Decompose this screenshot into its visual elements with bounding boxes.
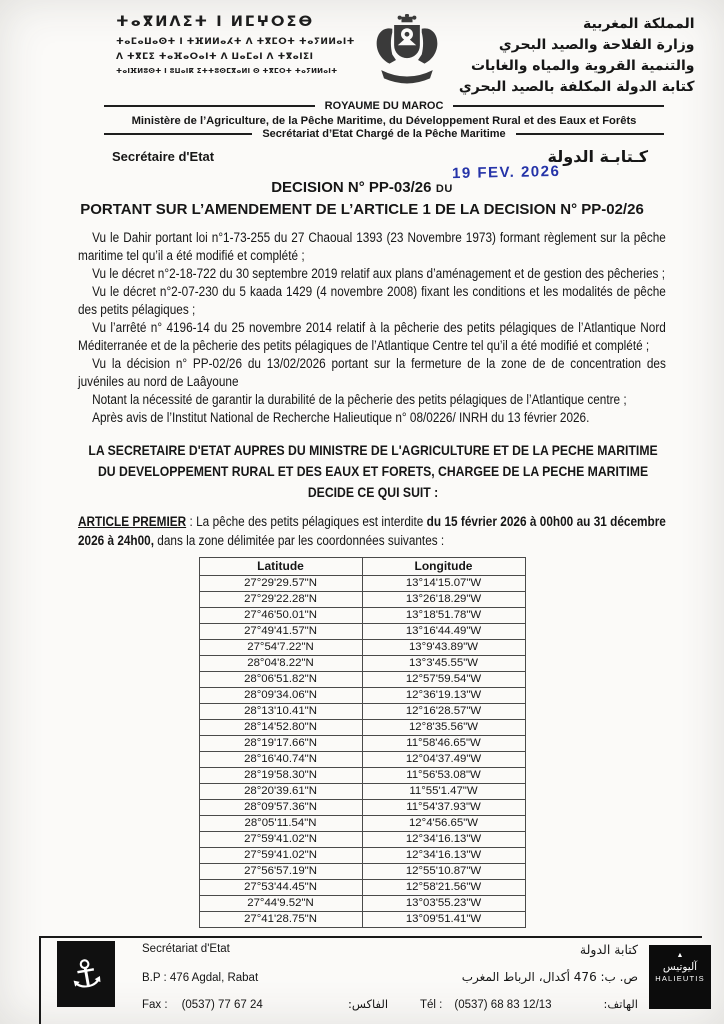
coordinate-cell: 12°34'16.13"W [362, 831, 525, 847]
secretaire-arabic-label: كـتابـة الدولة [547, 146, 648, 166]
tifinagh-line: ⵜⴰⵏⴼⵍⵓⵙⵜ ⵏ ⵓⵡⴰⵏⴽ ⵉⵜⵜⵓⵙⵎⴳⴰⵍⵏ ⵙ ⵜⴳⵎⵔⵜ ⵜⴰⵢⵍⵍⴰⵏⵜ [116, 67, 338, 75]
table-row [199, 687, 525, 703]
coordinate-cell: 11°54'37.93"W [362, 799, 525, 815]
boat-icon: ▲ [676, 952, 684, 959]
footer-tel-line [420, 999, 552, 1011]
coordinate-cell: 12°34'16.13"W [362, 847, 525, 863]
table-row [199, 607, 525, 623]
coordinate-cell: 27°29'22.28"N [199, 591, 362, 607]
table-row [199, 623, 525, 639]
tifinagh-block [116, 14, 355, 75]
coordinate-cell: 12°8'35.56"W [362, 719, 525, 735]
coordinates-table [199, 557, 526, 928]
coordinate-cell: 27°56'57.19"N [199, 863, 362, 879]
table-header-row [199, 557, 525, 575]
fax-label: Fax : [142, 999, 168, 1011]
decision-title [0, 179, 724, 218]
coordinate-cell: 28°20'39.61"N [199, 783, 362, 799]
coordinates-table-body [199, 575, 525, 927]
footer-address-arabic: ص. ب: 476 أكدال، الرباط المغرب [461, 970, 638, 984]
ministry-title: Ministère de l’Agriculture, de la Pêche Maritime, du Développement Rural et des Eaux et Forêts [131, 114, 637, 127]
arabic-line: المملكة المغربية [582, 16, 695, 32]
table-row [199, 831, 525, 847]
coordinate-cell: 28°13'10.41"N [199, 703, 362, 719]
footer-fax-line [142, 999, 263, 1011]
table-row [199, 751, 525, 767]
preamble-paragraph: Notant la nécessité de garantir la durabilité de la pêcherie des petits pélagiques de l’Atlantique centre ; [92, 391, 627, 407]
coordinate-cell: 27°59'41.02"N [199, 847, 362, 863]
date-stamp: 19 FEV. 2026 [451, 162, 561, 183]
preamble-paragraph: Vu le Dahir portant loi n°1-73-255 du 27 Chaoual 1393 (23 Novembre 1973) formant règlement sur la pêche maritime tel qu’il a été modifié et complété ; [78, 229, 666, 263]
coordinate-cell: 27°46'50.01"N [199, 607, 362, 623]
arabic-line: كتابة الدولة المكلفة بالصيد البحري [458, 79, 695, 95]
secretariat-text: Secrétariat d’Etat Chargé de la Pêche Maritime [262, 127, 506, 140]
secretariat-subtitle [104, 128, 664, 140]
table-row [199, 703, 525, 719]
article-dates-bold: du 15 février 2026 à 00h00 au 31 décembre 2026 à 24h00, [78, 513, 666, 548]
tifinagh-line: ⵜⴰⴳⵍⴷⵉⵜ ⵏ ⵍⵎⵖⵔⵉⴱ [116, 14, 315, 30]
preamble-paragraph: Vu le décret n°2-07-230 du 5 kaada 1429 (4 novembre 2008) fixant les conditions et les modalités de pêche des petits pélagiques ; [78, 283, 666, 317]
coordinate-cell: 13°9'43.89"W [362, 639, 525, 655]
tifinagh-line: ⵜⴰⵎⴰⵡⴰⵙⵜ ⵏ ⵜⴼⵍⵍⴰⵃⵜ ⴷ ⵜⴳⵎⵔⵜ ⵜⴰⵢⵍⵍⴰⵏⵜ [116, 37, 355, 47]
preamble-paragraph: Vu l’arrêté n° 4196-14 du 25 novembre 2014 relatif à la pêcherie des petits pélagiques de l’Atlantique Nord Méditerranée et de la pêcherie des petits pélagiques de l’Atlantique Centre tel qu’il a été modifié et complété ; [78, 319, 666, 353]
coordinate-cell: 12°4'56.65"W [362, 815, 525, 831]
decision-heading: LA SECRETAIRE D'ETAT AUPRES DU MINISTRE DE L'AGRICULTURE ET DE LA PECHE MARITIME DU DEVELOPPEMENT RURAL ET DES EAUX ET FORETS, CHARGEE DE LA PECHE MARITIME DECIDE CE QUI SUIT : [88, 442, 658, 500]
coordinates-table-head [199, 557, 525, 575]
preamble-block [78, 229, 666, 427]
royaume-text: ROYAUME DU MAROC [324, 99, 444, 112]
arabic-line: وزارة الفلاحة والصيد البحري [498, 37, 695, 53]
decision-du-label: DU [435, 182, 453, 195]
halieutis-logo [649, 945, 711, 1009]
morocco-coat-of-arms-icon [361, 14, 453, 99]
coordinate-cell: 11°56'53.08"W [362, 767, 525, 783]
table-header-longitude: Longitude [362, 557, 525, 575]
arabic-block [459, 14, 695, 98]
table-row [199, 767, 525, 783]
coordinate-cell: 28°19'58.30"N [199, 767, 362, 783]
coordinate-cell: 12°57'59.54"W [362, 671, 525, 687]
footer-title-arabic: كتابة الدولة [579, 942, 638, 957]
royaume-du-maroc-label [104, 100, 664, 112]
letterhead [0, 0, 724, 99]
tel-number: (0537) 68 83 12/13 [454, 999, 552, 1011]
footer-tel-arabic-label: الهاتف: [603, 997, 638, 1011]
coordinate-cell: 13°03'55.23"W [362, 895, 525, 911]
coordinate-cell: 13°09'51.41"W [362, 911, 525, 927]
table-header-latitude: Latitude [199, 557, 362, 575]
table-row [199, 783, 525, 799]
table-row [199, 719, 525, 735]
secretaire-detat-label: Secrétaire d'Etat [112, 148, 215, 164]
article-separator: : [186, 513, 197, 529]
coordinate-cell: 28°04'8.22"N [199, 655, 362, 671]
coordinate-cell: 12°04'37.49"W [362, 751, 525, 767]
table-row [199, 815, 525, 831]
coordinate-cell: 28°09'34.06"N [199, 687, 362, 703]
maritime-anchor-logo [57, 941, 115, 1007]
footer-rule [40, 936, 702, 938]
table-row [199, 639, 525, 655]
coordinate-cell: 27°29'29.57"N [199, 575, 362, 591]
table-row [199, 671, 525, 687]
table-row [199, 847, 525, 863]
fax-number: (0537) 77 67 24 [181, 999, 263, 1011]
coordinate-cell: 27°49'41.57"N [199, 623, 362, 639]
coordinate-cell: 28°09'57.36"N [199, 799, 362, 815]
footer-fax-arabic-label: الفاكس: [348, 997, 389, 1011]
preamble-paragraph: Vu la décision n° PP-02/26 du 13/02/2026 portant sur la fermeture de la zone de de concentration des juvéniles au nord de Laâyoune [78, 355, 666, 389]
article-text-1: La pêche des petits pélagiques est interdite [196, 513, 427, 529]
coordinate-cell: 11°58'46.65"W [362, 735, 525, 751]
table-row [199, 799, 525, 815]
coordinate-cell: 12°58'21.56"W [362, 879, 525, 895]
coordinate-cell: 13°16'44.49"W [362, 623, 525, 639]
article-text-2: dans la zone délimitée par les coordonnées suivantes : [154, 532, 445, 548]
decision-number: DECISION N° PP-03/26 [271, 178, 432, 196]
tifinagh-line: ⴷ ⵜⴳⵎⵉ ⵜⴰⴼⴰⵔⴰⵏⵜ ⴷ ⵡⴰⵎⴰⵏ ⴷ ⵜⴳⴰⵏⵉⵏ [116, 52, 314, 62]
coordinate-cell: 28°14'52.80"N [199, 719, 362, 735]
anchor-icon: ⚓ [65, 949, 107, 999]
table-row [199, 911, 525, 927]
coordinate-cell: 11°55'1.47"W [362, 783, 525, 799]
footer [0, 936, 724, 1024]
table-row [199, 879, 525, 895]
article-premier-paragraph [78, 512, 666, 550]
coordinate-cell: 12°36'19.13"W [362, 687, 525, 703]
coordinate-cell: 13°26'18.29"W [362, 591, 525, 607]
coordinate-cell: 28°16'40.74"N [199, 751, 362, 767]
preamble-paragraph: Vu le décret n°2-18-722 du 30 septembre 2019 relatif aux plans d’aménagement et de gestion des pêcheries ; [92, 265, 665, 281]
preamble-paragraph: Après avis de l’Institut National de Recherche Halieutique n° 08/0226/ INRH du 13 février 2026. [92, 409, 590, 425]
table-row [199, 655, 525, 671]
secretaire-row [112, 147, 648, 166]
scan-edge-line [39, 936, 41, 1024]
table-row [199, 575, 525, 591]
coordinate-cell: 12°16'28.57"W [362, 703, 525, 719]
coordinate-cell: 27°59'41.02"N [199, 831, 362, 847]
table-row [199, 735, 525, 751]
coordinate-cell: 28°06'51.82"N [199, 671, 362, 687]
table-row [199, 591, 525, 607]
footer-bp-address: B.P : 476 Agdal, Rabat [142, 972, 259, 984]
halieutis-arabic-label: آليوتيس [662, 961, 698, 973]
coordinate-cell: 13°3'45.55"W [362, 655, 525, 671]
coordinate-cell: 28°05'11.54"N [199, 815, 362, 831]
footer-secretariat-label: Secrétariat d'Etat [142, 943, 230, 955]
table-row [199, 895, 525, 911]
coordinate-cell: 27°53'44.45"N [199, 879, 362, 895]
coordinate-cell: 13°14'15.07"W [362, 575, 525, 591]
coordinate-cell: 27°41'28.75"N [199, 911, 362, 927]
decision-subject: PORTANT SUR L’AMENDEMENT DE L’ARTICLE 1 DE LA DECISION N° PP-02/26 [80, 200, 644, 218]
coordinate-cell: 28°19'17.66"N [199, 735, 362, 751]
article-premier-label: ARTICLE PREMIER [78, 513, 187, 529]
coordinate-cell: 27°54'7.22"N [199, 639, 362, 655]
halieutis-latin-label: HALIEUTIS [655, 974, 705, 983]
coordinate-cell: 13°18'51.78"W [362, 607, 525, 623]
table-row [199, 863, 525, 879]
arabic-line: والتنمية القروية والمياه والغابات [470, 58, 695, 74]
coordinate-cell: 27°44'9.52"N [199, 895, 362, 911]
tel-label: Tél : [420, 999, 443, 1011]
coordinate-cell: 12°55'10.87"W [362, 863, 525, 879]
